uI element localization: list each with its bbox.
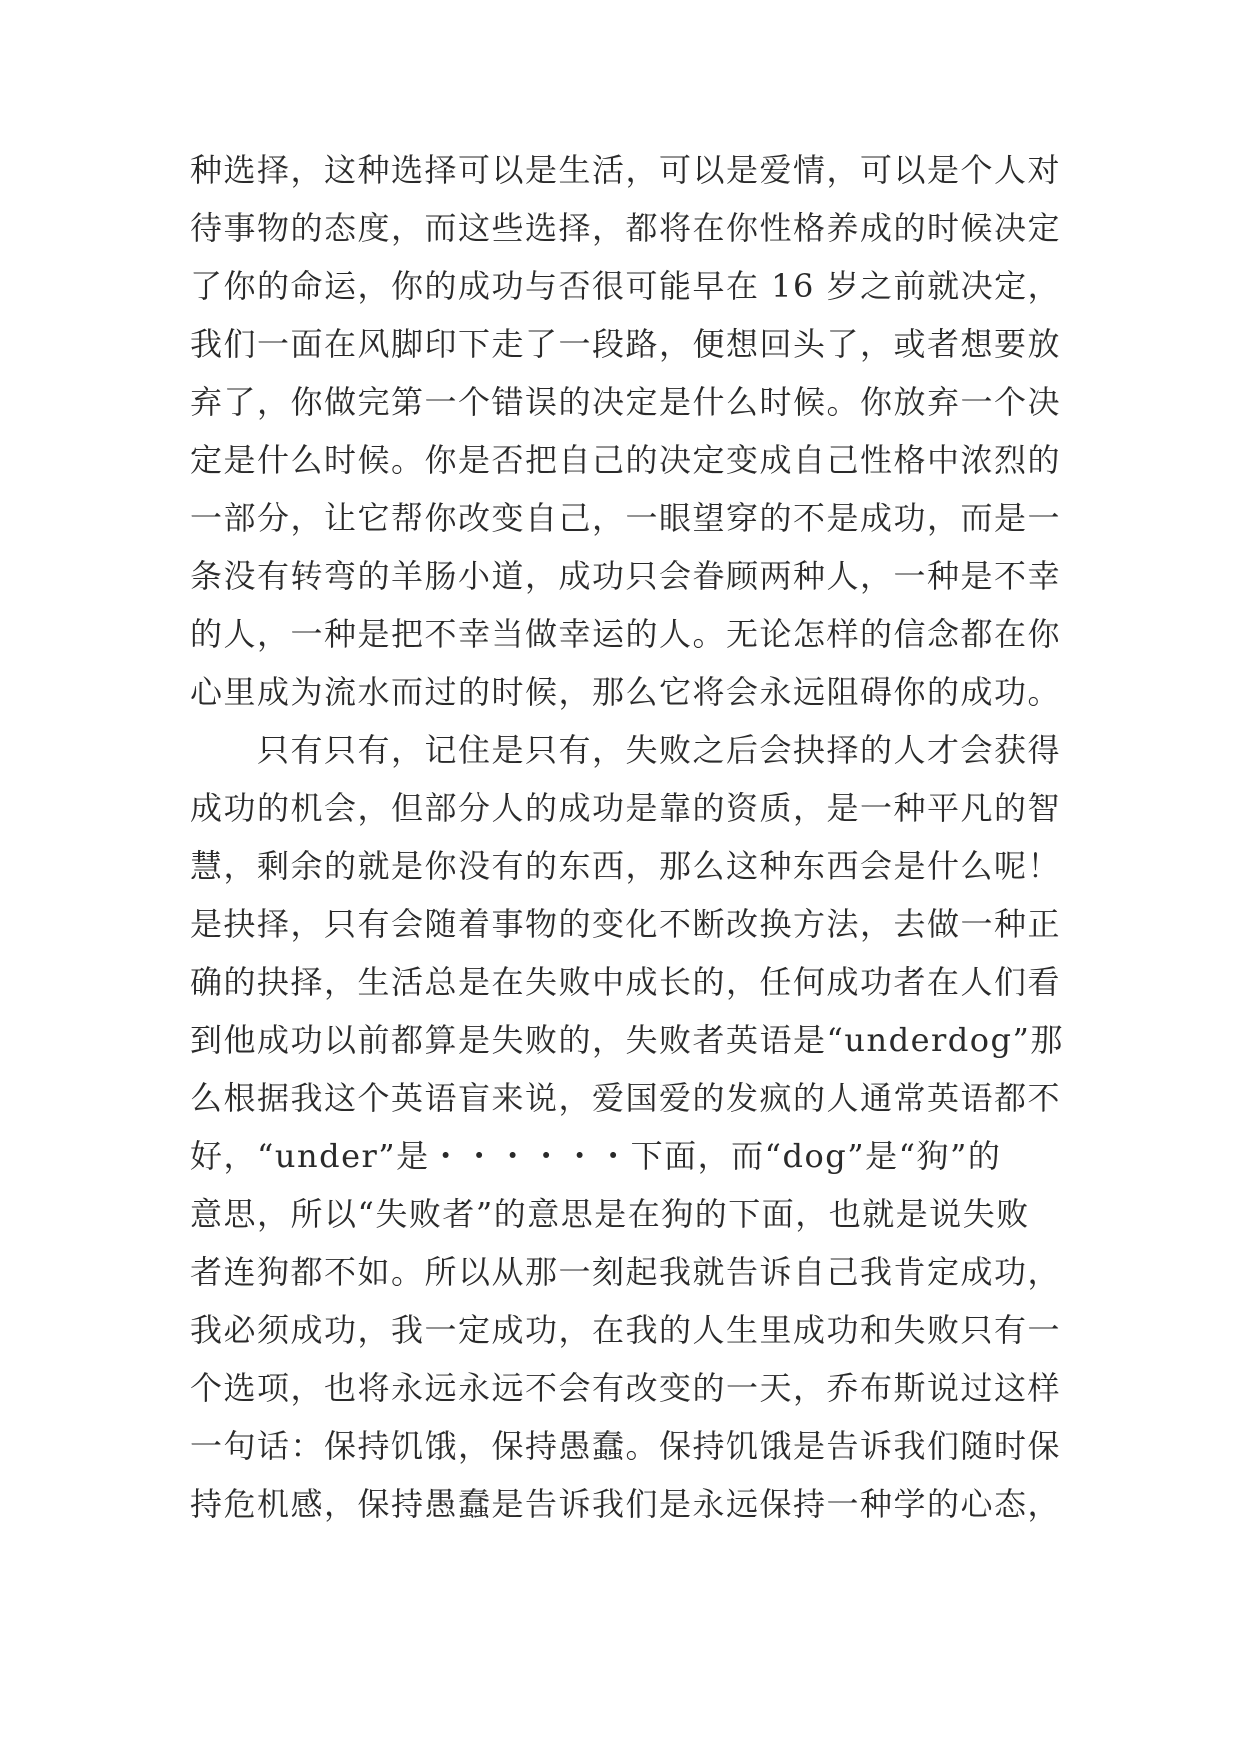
- text-line: 条没有转弯的羊肠小道，成功只会眷顾两种人，一种是不幸: [190, 557, 1062, 595]
- paragraph-start-line: 只有只有，记住是只有，失败之后会抉择的人才会获得: [190, 731, 1062, 769]
- text-line: 者连狗都不如。所以从那一刻起我就告诉自己我肯定成功，: [190, 1253, 1062, 1291]
- text-line: 种选择，这种选择可以是生活，可以是爱情，可以是个人对: [190, 151, 1062, 189]
- text-line: 好，“under”是・・・・・・下面，而“dog”是“狗”的: [190, 1137, 1002, 1175]
- text-line: 么根据我这个英语盲来说，爱国爱的发疯的人通常英语都不: [190, 1079, 1062, 1117]
- text-line: 是抉择，只有会随着事物的变化不断改换方法，去做一种正: [190, 905, 1062, 943]
- text-line: 心里成为流水而过的时候，那么它将会永远阻碍你的成功。: [190, 673, 1062, 711]
- text-line: 意思，所以“失败者”的意思是在狗的下面，也就是说失败: [190, 1195, 1030, 1233]
- text-line: 成功的机会，但部分人的成功是靠的资质，是一种平凡的智: [190, 789, 1062, 827]
- text-line: 我们一面在风脚印下走了一段路，便想回头了，或者想要放: [190, 325, 1062, 363]
- text-line: 个选项，也将永远永远不会有改变的一天，乔布斯说过这样: [190, 1369, 1062, 1407]
- text-line: 一句话：保持饥饿，保持愚蠢。保持饥饿是告诉我们随时保: [190, 1427, 1062, 1465]
- text-line: 我必须成功，我一定成功，在我的人生里成功和失败只有一: [190, 1311, 1062, 1349]
- text-line: 确的抉择，生活总是在失败中成长的，任何成功者在人们看: [190, 963, 1062, 1001]
- text-line: 到他成功以前都算是失败的，失败者英语是“underdog”那: [190, 1021, 1064, 1059]
- text-line: 慧，剩余的就是你没有的东西，那么这种东西会是什么呢！: [190, 847, 1062, 885]
- text-line: 待事物的态度，而这些选择，都将在你性格养成的时候决定: [190, 209, 1062, 247]
- text-line: 弃了，你做完第一个错误的决定是什么时候。你放弃一个决: [190, 383, 1062, 421]
- text-line: 一部分，让它帮你改变自己，一眼望穿的不是成功，而是一: [190, 499, 1062, 537]
- text-line: 定是什么时候。你是否把自己的决定变成自己性格中浓烈的: [190, 441, 1062, 479]
- text-line: 了你的命运，你的成功与否很可能早在 16 岁之前就决定，: [190, 267, 1062, 305]
- text-line: 的人，一种是把不幸当做幸运的人。无论怎样的信念都在你: [190, 615, 1062, 653]
- text-line: 持危机感，保持愚蠢是告诉我们是永远保持一种学的心态，: [190, 1485, 1062, 1523]
